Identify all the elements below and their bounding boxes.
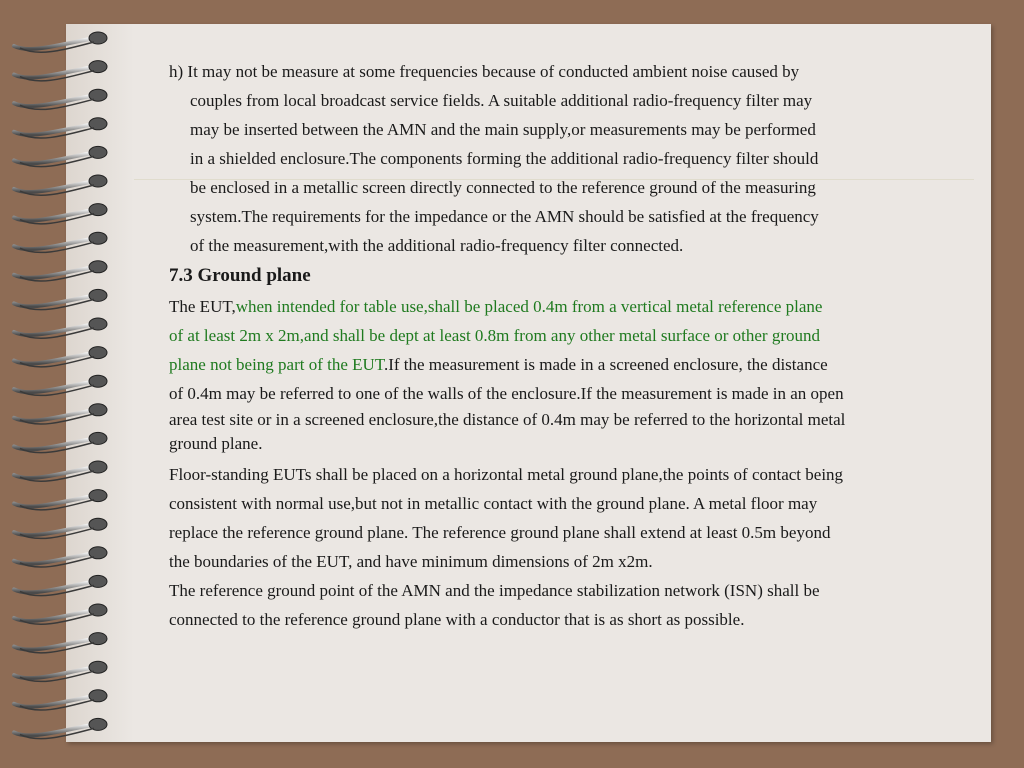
spiral-coil [14, 124, 96, 135]
item-h-line: of the measurement,with the additional radio-frequency filter connected. [190, 236, 684, 255]
item-h-line: system.The requirements for the impedance or the AMN should be satisfied at the frequency [190, 207, 819, 226]
spiral-coil [14, 438, 96, 449]
table-use-paragraph [169, 292, 969, 456]
green-text: plane not being part of the EUT [169, 355, 384, 374]
paragraph-line [169, 350, 969, 379]
black-text: .If the measurement is made in a screened enclosure, the distance [383, 355, 828, 374]
green-text: of at least 2m x 2m,and shall be dept at least 0.8m from any other metal surface or other ground [169, 326, 820, 345]
spiral-coil [14, 524, 96, 535]
item-h-line: couples from local broadcast service fields. A suitable additional radio-frequency filter may [190, 91, 813, 110]
paragraph-line: area test site or in a screened enclosure,the distance of 0.4m may be referred to the horizontal metal [169, 410, 846, 429]
item-h-paragraph [169, 57, 969, 260]
spiral-coil [14, 95, 96, 106]
spiral-coil [14, 152, 96, 163]
spiral-coil [14, 410, 96, 421]
reference-ground-paragraph [169, 576, 969, 634]
paragraph-line: connected to the reference ground plane with a conductor that is as short as possible. [169, 610, 745, 629]
floor-standing-paragraph [169, 460, 969, 576]
paragraph-line: The reference ground point of the AMN and the impedance stabilization network (ISN) shall be [169, 581, 820, 600]
green-text: when intended for table use,shall be placed 0.4m from a vertical metal reference plane [235, 297, 823, 316]
spiral-coil [14, 610, 96, 621]
spiral-coil [14, 67, 96, 78]
paragraph-line: consistent with normal use,but not in metallic contact with the ground plane. A metal floor may [169, 494, 818, 513]
spiral-coil [14, 324, 96, 335]
spiral-binding-icon [0, 0, 120, 768]
paragraph-line: the boundaries of the EUT, and have minimum dimensions of 2m x2m. [169, 552, 653, 571]
spiral-coil [14, 267, 96, 278]
spiral-coil [14, 496, 96, 507]
spiral-coil [14, 238, 96, 249]
spiral-coil [14, 181, 96, 192]
spiral-coil [14, 210, 96, 221]
spiral-coil [14, 467, 96, 478]
black-text: The EUT, [169, 297, 236, 316]
spiral-coil [14, 581, 96, 592]
spiral-coil [14, 696, 96, 707]
item-h-line: h) It may not be measure at some frequencies because of conducted ambient noise caused by [169, 62, 800, 81]
item-h-line: be enclosed in a metallic screen directly connected to the reference ground of the measuring [190, 178, 816, 197]
slide-content [169, 57, 969, 634]
spiral-coil [14, 553, 96, 564]
item-h-line: may be inserted between the AMN and the main supply,or measurements may be performed [190, 120, 816, 139]
spiral-coil [14, 38, 96, 49]
paragraph-line: ground plane. [169, 434, 263, 453]
spiral-coil [14, 724, 96, 735]
section-heading: 7.3 Ground plane [169, 265, 311, 286]
paragraph-line: of 0.4m may be referred to one of the walls of the enclosure.If the measurement is made in an open [169, 384, 844, 403]
paragraph-line [169, 292, 969, 321]
item-h-line: in a shielded enclosure.The components forming the additional radio-frequency filter should [190, 149, 819, 168]
spiral-coil [14, 639, 96, 650]
spiral-coil [14, 295, 96, 306]
spiral-coil [14, 381, 96, 392]
spiral-coil [14, 353, 96, 364]
paragraph-line: Floor-standing EUTs shall be placed on a horizontal metal ground plane,the points of contact being [169, 465, 844, 484]
paragraph-line: replace the reference ground plane. The reference ground plane shall extend at least 0.5m beyond [169, 523, 831, 542]
spiral-coil [14, 667, 96, 678]
